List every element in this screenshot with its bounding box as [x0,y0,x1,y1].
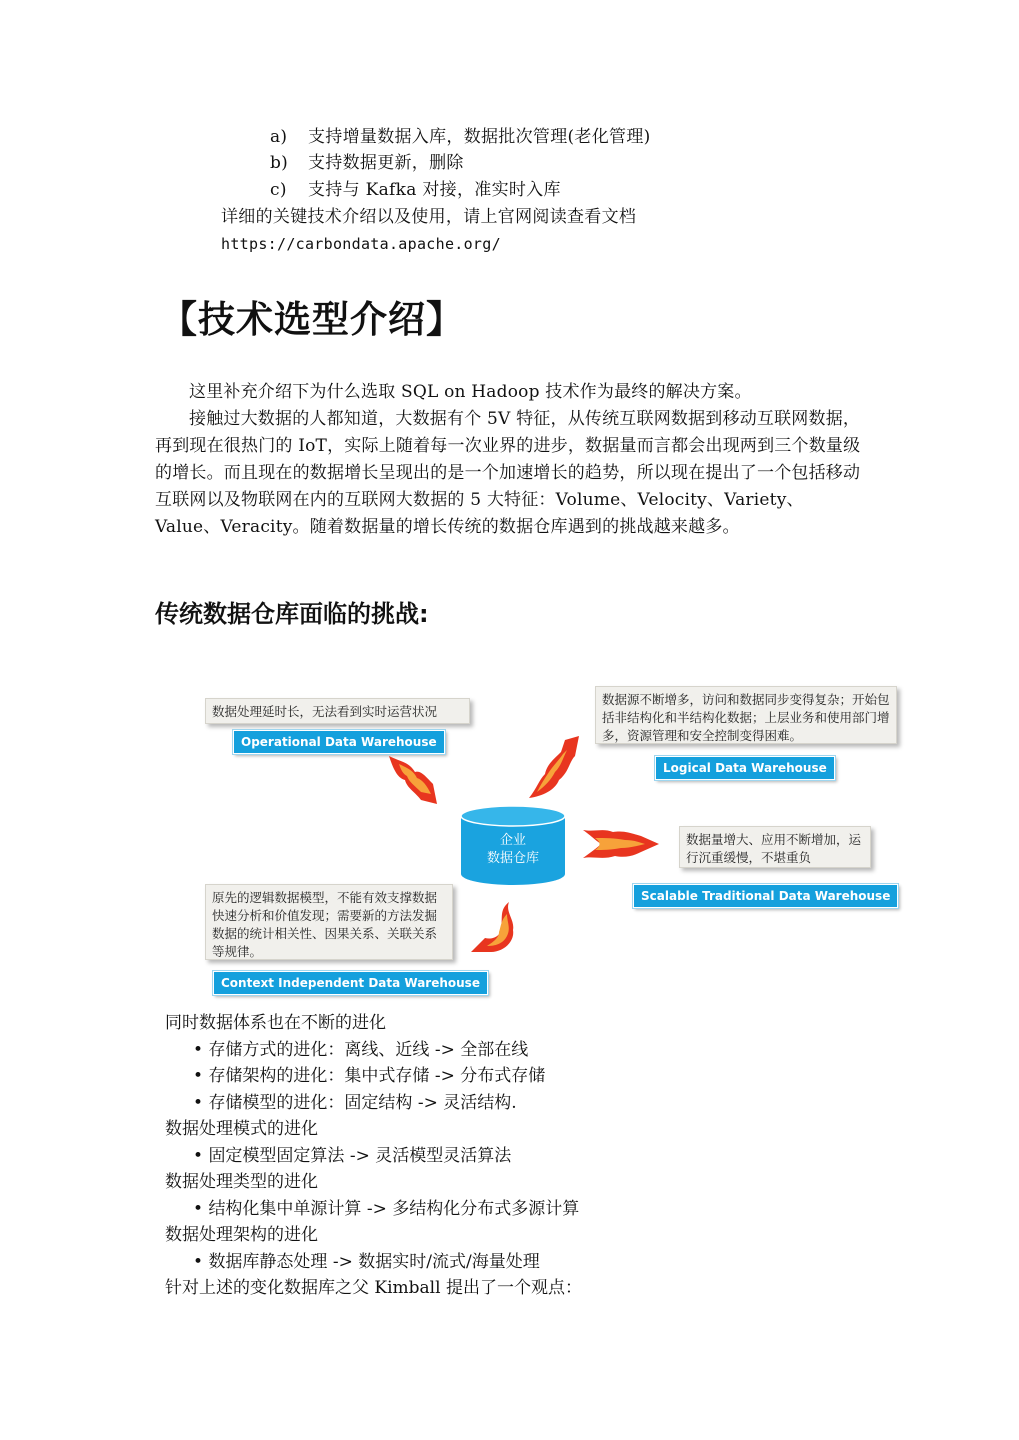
paragraph: 接触过大数据的人都知道，大数据有个 5V 特征，从传统互联网数据到移动互联网数据，再到现在很热门的 IoT，实际上随着每一次业界的进步，数据量而言都会出现两到三个数量级的增长。而且现在的数据增长呈现出的是一个加速增长的趋势，所以现在提出了一个包括移动互联网以及物联网在内的互联网大数据的 5 大特征：Volume、Velocity、Variety、Value、Veracity。随着数据量的增长传统的数据仓库遇到的挑战越来越多。 [155,409,861,537]
flame-arrow-icon [525,734,581,800]
list-item-b [270,150,464,176]
warehouse-tag: Operational Data Warehouse [233,730,445,754]
doc-note: 详细的关键技术介绍以及使用，请上官网阅读查看文档 [221,207,637,227]
bullet-item [165,1143,582,1170]
list-text: 支持增量数据入库，数据批次管理(老化管理) [308,127,651,147]
bullet-dot: • [193,1066,204,1086]
list-item-c [270,177,561,203]
bullet-dot: • [193,1251,204,1272]
challenge-note: 原先的逻辑数据模型，不能有效支撑数据快速分析和价值发现；需要新的方法发掘数据的统计相关性、因果关系、关联关系等规律。 [205,884,453,960]
bullet-item [165,1196,582,1223]
bullet-text: 结构化集中单源计算 -> 多结构化分布式多源计算 [208,1198,580,1219]
list-heading: 数据处理模式的进化 [165,1119,318,1139]
list-marker: b) [270,153,289,173]
paragraph: 这里补充介绍下为什么选取 SQL on Hadoop 技术作为最终的解决方案。 [189,382,752,402]
bullet-text: 存储模型的进化：固定结构 -> 灵活结构. [208,1092,517,1113]
list-text: 支持数据更新，删除 [308,153,464,173]
data-warehouse-diagram [205,660,891,1005]
subsection-title: 传统数据仓库面临的挑战: [155,600,429,628]
challenge-note: 数据量增大、应用不断增加，运行沉重缓慢，不堪重负 [679,826,871,868]
bullet-dot: • [193,1039,204,1060]
doc-url-link[interactable]: https://carbondata.apache.org/ [221,235,501,253]
warehouse-tag: Logical Data Warehouse [655,756,835,780]
warehouse-label [461,832,565,868]
bullet-item [165,1037,582,1064]
bullet-text: 存储方式的进化：离线、近线 -> 全部在线 [208,1039,529,1060]
intro-paragraphs [155,379,867,541]
list-heading: 同时数据体系也在不断的进化 [165,1013,386,1033]
warehouse-label-line: 数据仓库 [486,851,539,866]
list-heading: 数据处理架构的进化 [165,1225,318,1245]
flame-arrow-icon [469,900,527,958]
bullet-text: 固定模型固定算法 -> 灵活模型灵活算法 [208,1145,512,1166]
bullet-item [165,1249,582,1276]
challenge-note: 数据处理延时长，无法看到实时运营状况 [205,698,470,724]
warehouse-tag: Scalable Traditional Data Warehouse [633,884,898,908]
list-text: 支持与 Kafka 对接，准实时入库 [308,180,561,200]
evolution-list [165,1010,582,1302]
bullet-item [165,1063,582,1090]
bullet-text: 存储架构的进化：集中式存储 -> 分布式存储 [208,1066,546,1086]
list-heading: 针对上述的变化数据库之父 Kimball 提出了一个观点： [165,1278,582,1298]
list-item-a [270,124,651,150]
bullet-dot: • [193,1092,204,1113]
bullet-text: 数据库静态处理 -> 数据实时/流式/海量处理 [208,1251,540,1272]
list-heading: 数据处理类型的进化 [165,1172,318,1192]
warehouse-label-line: 企业 [499,833,526,848]
bullet-dot: • [193,1198,204,1219]
bullet-dot: • [193,1145,204,1166]
flame-arrow-icon [387,752,439,808]
challenge-note: 数据源不断增多，访问和数据同步变得复杂；开始包括非结构化和半结构化数据；上层业务和使用部门增多，资源管理和安全控制变得困难。 [595,686,897,744]
list-marker: c) [270,180,287,200]
section-title: 【技术选型介绍】 [160,298,464,341]
list-marker: a) [270,127,288,147]
bullet-item [165,1090,582,1117]
flame-arrow-icon [581,824,661,864]
warehouse-tag: Context Independent Data Warehouse [213,971,488,995]
